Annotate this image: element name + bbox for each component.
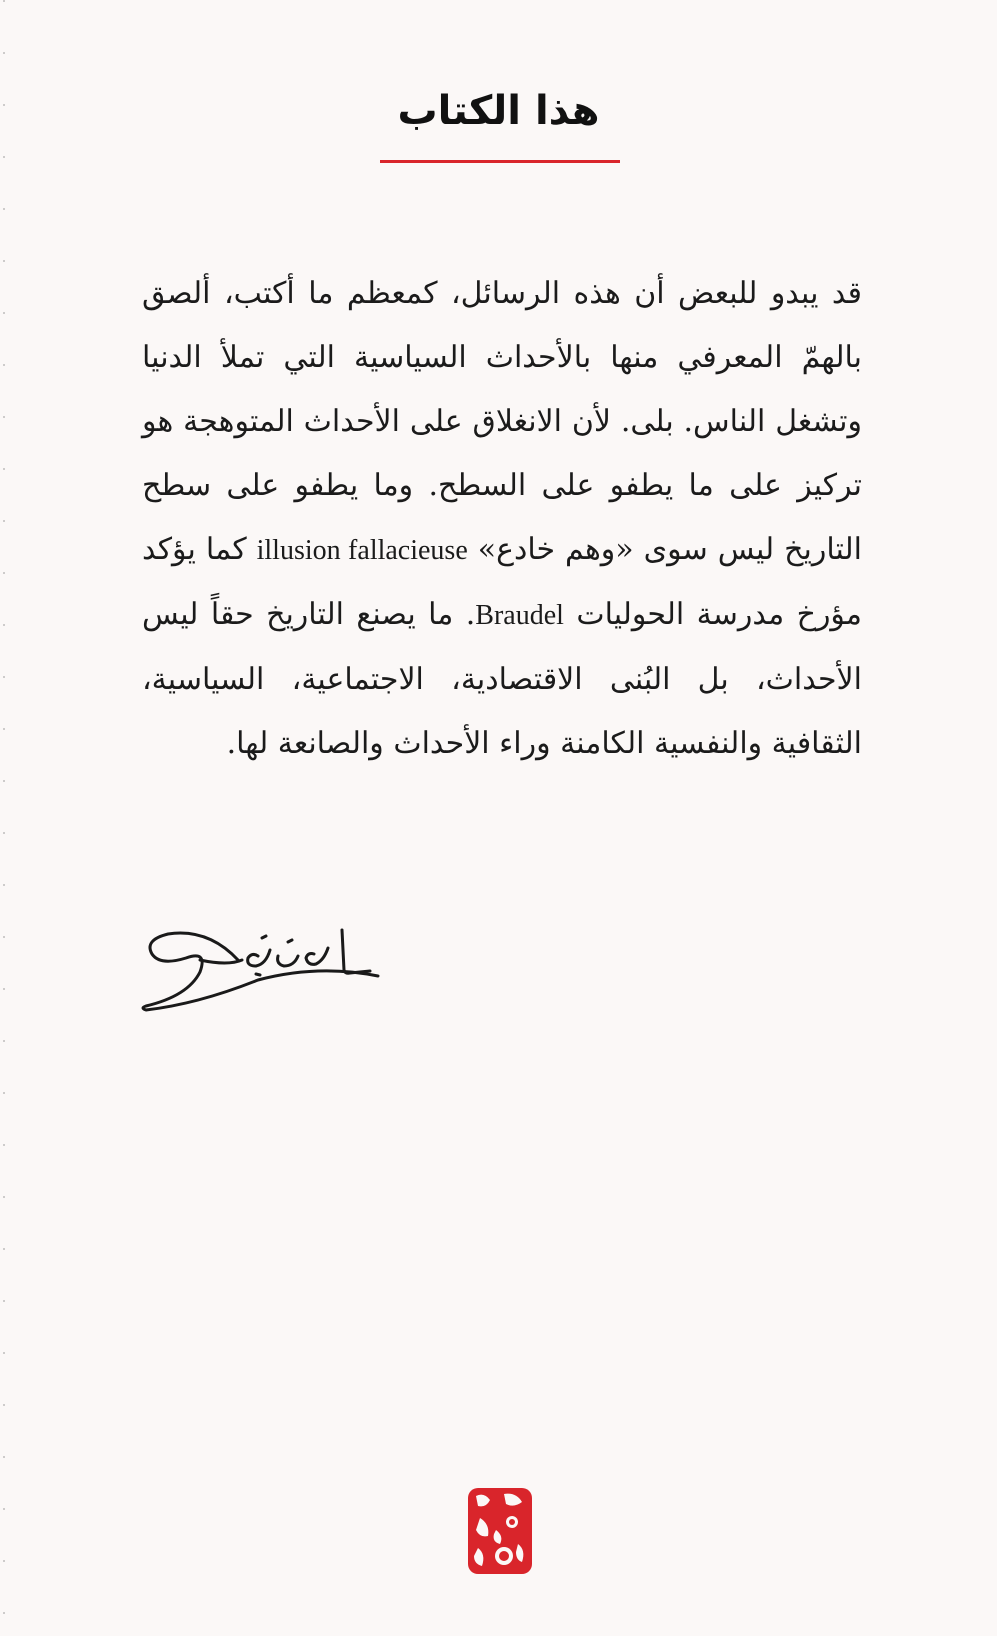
latin-name: Braudel bbox=[475, 600, 564, 631]
author-signature bbox=[138, 920, 388, 1030]
latin-phrase: illusion fallacieuse bbox=[256, 535, 468, 566]
page-edge-marks bbox=[3, 0, 5, 1636]
page-title: هذا الكتاب bbox=[397, 88, 600, 134]
body-paragraph bbox=[142, 262, 862, 776]
body-text-part-1: قد يبدو للبعض أن هذه الرسائل، كمعظم ما أكتب، ألصق بالهمّ المعرفي منها بالأحداث السياسية التي تملأ الدنيا وتشغل الناس. بلى. لأن الانغلاق على الأحداث المتوهجة هو تركيز على ما يطفو على السطح. وما يطفو على سطح التاريخ ليس سوى «وهم خادع» bbox=[142, 276, 862, 567]
title-underline bbox=[380, 160, 620, 163]
body-text-part-3: . ما يصنع التاريخ حقاً ليس الأحداث، بل البُنى الاقتصادية، الاجتماعية، السياسية، الثقافية والنفسية الكامنة وراء الأحداث والصانعة لها. bbox=[142, 597, 862, 761]
body-text-part-2: كما يؤكد مؤرخ مدرسة الحوليات bbox=[142, 532, 862, 632]
publisher-stamp-icon bbox=[460, 1478, 540, 1582]
